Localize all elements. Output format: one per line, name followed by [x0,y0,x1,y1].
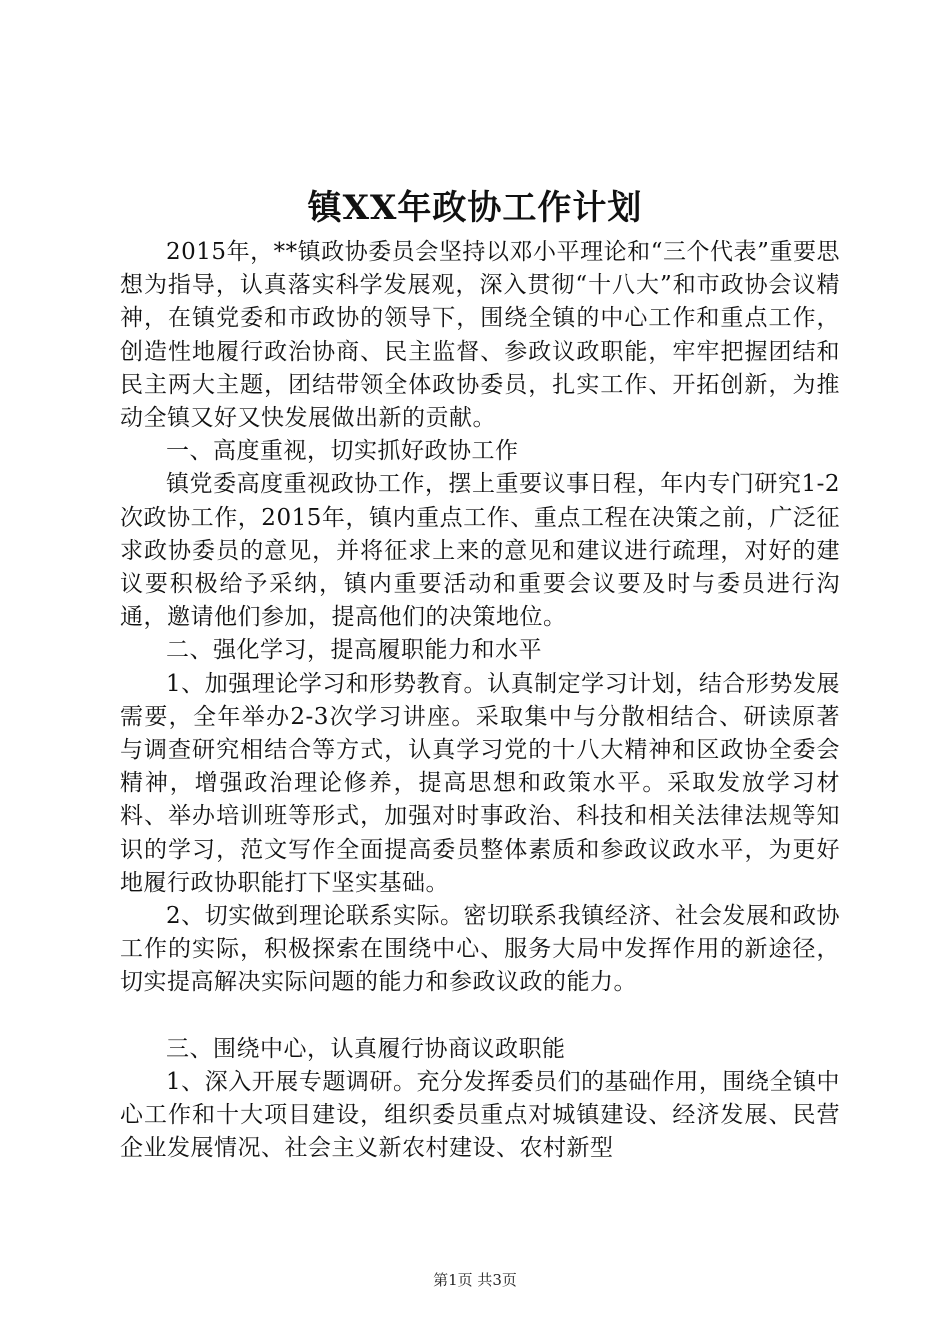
section-3-item-1: 1、深入开展专题调研。充分发挥委员们的基础作用，围绕全镇中心工作和十大项目建设，组织委员重点对城镇建设、经济发展、民营企业发展情况、社会主义新农村建设、农村新型 [120,1069,840,1162]
section-2-item-1: 1、加强理论学习和形势教育。认真制定学习计划，结合形势发展需要，全年举办2-3次学习讲座。采取集中与分散相结合、研读原著与调查研究相结合等方式，认真学习党的十八大精神和区政协全委会精神，增强政治理论修养，提高思想和政策水平。采取发放学习材料、举办培训班等形式，加强对时事政治、科技和相关法律法规等知识的学习，范文写作全面提高委员整体素质和参政议政水平，为更好地履行政协职能打下坚实基础。 [120,670,840,896]
section-2-item-2: 2、切实做到理论联系实际。密切联系我镇经济、社会发展和政协工作的实际，积极探索在围绕中心、服务大局中发挥作用的新途径，切实提高解决实际问题的能力和参政议政的能力。 [120,903,840,996]
document-body [120,236,840,1166]
intro-paragraph: 2015年，**镇政协委员会坚持以邓小平理论和“三个代表”重要思想为指导，认真落实科学发展观，深入贯彻“十八大”和市政协会议精神，在镇党委和市政协的领导下，围绕全镇的中心工作和重点工作，创造性地履行政治协商、民主监督、参政议政职能，牢牢把握团结和民主两大主题，团结带领全体政协委员，扎实工作、开拓创新，为推动全镇又好又快发展做出新的贡献。 [120,239,840,432]
document-title: 镇XX年政协工作计划 [307,188,643,228]
section-heading-3: 三、围绕中心，认真履行协商议政职能 [166,1035,566,1062]
section-heading-2: 二、强化学习，提高履职能力和水平 [166,637,542,664]
section-1-paragraph: 镇党委高度重视政协工作，摆上重要议事日程，年内专门研究1-2次政协工作，2015年，镇内重点工作、重点工程在决策之前，广泛征求政协委员的意见，并将征求上来的意见和建议进行疏理，对好的建议要积极给予采纳，镇内重要活动和重要会议要及时与委员进行沟通，邀请他们参加，提高他们的决策地位。 [120,471,840,631]
blank-line [120,1000,840,1033]
page-footer: 第1页 共3页 [433,1271,517,1289]
section-heading-1: 一、高度重视，切实抓好政协工作 [166,438,519,465]
